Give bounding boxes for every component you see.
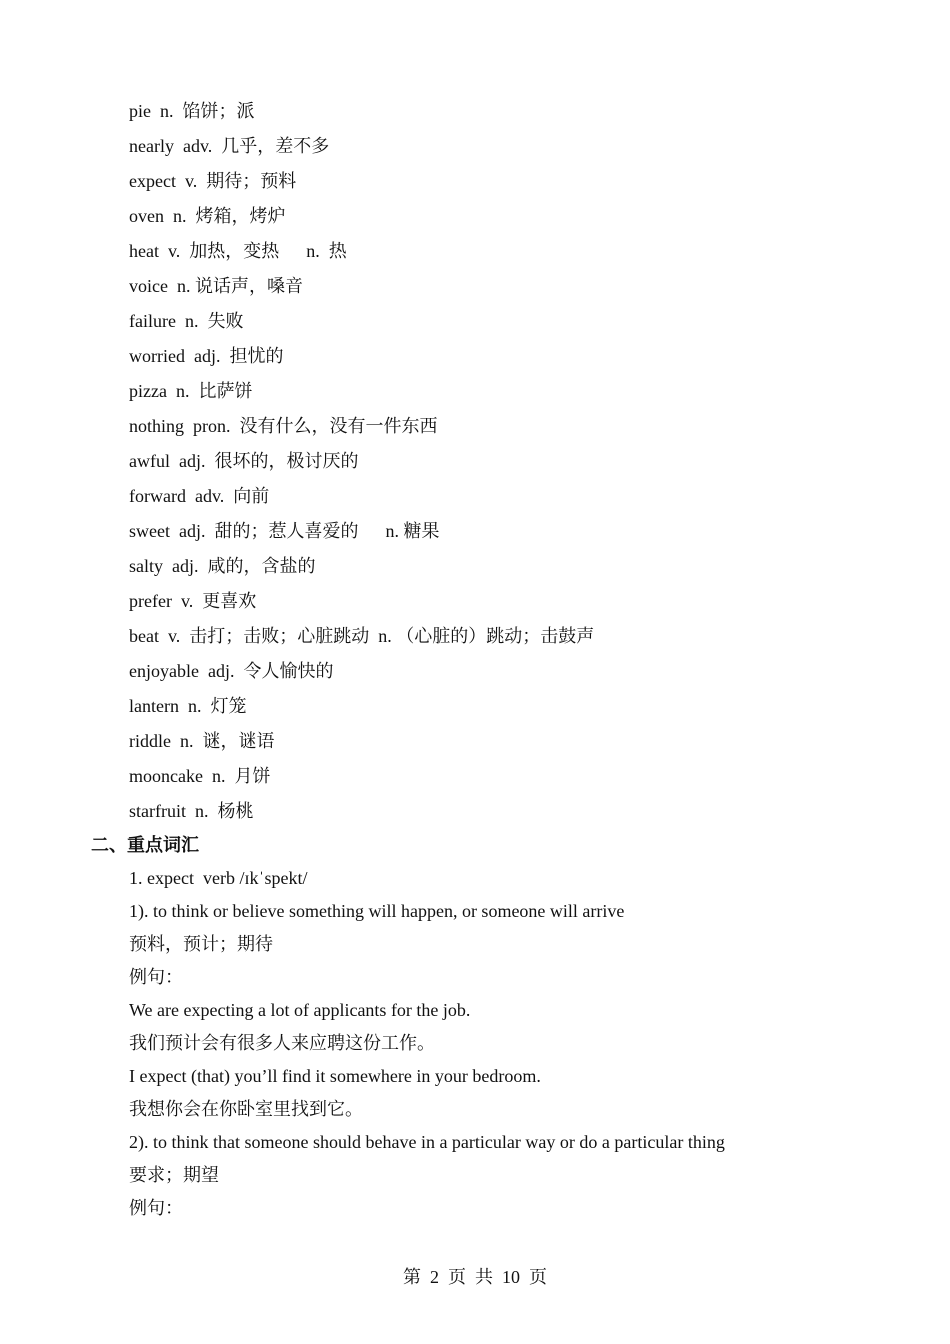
vocab-entry: pizza n. 比萨饼 bbox=[129, 381, 253, 401]
vocab-entry: heat v. 加热，变热 n. 热 bbox=[129, 241, 347, 261]
example-label: 例句： bbox=[129, 967, 183, 987]
page-number-footer: 第 2 页 共 10 页 bbox=[403, 1267, 547, 1287]
example-sentence-en: We are expecting a lot of applicants for the job. bbox=[129, 1000, 471, 1020]
vocab-entry: worried adj. 担忧的 bbox=[129, 346, 284, 366]
vocab-entry: mooncake n. 月饼 bbox=[129, 766, 271, 786]
vocab-entry: awful adj. 很坏的，极讨厌的 bbox=[129, 451, 359, 471]
section-heading: 二、重点词汇 bbox=[91, 835, 199, 856]
vocab-entry: riddle n. 谜，谜语 bbox=[129, 731, 275, 751]
vocab-entry: nearly adv. 几乎，差不多 bbox=[129, 136, 330, 156]
vocab-entry: lantern n. 灯笼 bbox=[129, 696, 247, 716]
vocab-entry: beat v. 击打；击败；心脏跳动 n. （心脏的）跳动；击鼓声 bbox=[129, 626, 595, 646]
vocab-entry: pie n. 馅饼；派 bbox=[129, 101, 255, 121]
vocab-entry: prefer v. 更喜欢 bbox=[129, 591, 257, 611]
definition-en: 2). to think that someone should behave in a particular way or do a particular thing bbox=[129, 1132, 725, 1152]
definition-zh: 要求；期望 bbox=[129, 1165, 219, 1185]
vocab-entry: oven n. 烤箱，烤炉 bbox=[129, 206, 286, 226]
example-label: 例句： bbox=[129, 1198, 183, 1218]
vocab-entry: sweet adj. 甜的；惹人喜爱的 n. 糖果 bbox=[129, 521, 440, 541]
example-sentence-zh: 我想你会在你卧室里找到它。 bbox=[129, 1099, 363, 1119]
word-heading: 1. expect verb /ɪkˈspekt/ bbox=[129, 868, 308, 888]
definition-zh: 预料，预计；期待 bbox=[129, 934, 273, 954]
key-vocabulary-detail bbox=[129, 864, 725, 1227]
vocab-entry: nothing pron. 没有什么，没有一件东西 bbox=[129, 416, 438, 436]
vocab-entry: salty adj. 咸的，含盐的 bbox=[129, 556, 316, 576]
vocab-entry: failure n. 失败 bbox=[129, 311, 244, 331]
vocab-entry: expect v. 期待；预料 bbox=[129, 171, 297, 191]
vocabulary-list bbox=[129, 97, 594, 832]
definition-en: 1). to think or believe something will happen, or someone will arrive bbox=[129, 901, 625, 921]
vocab-entry: voice n. 说话声，嗓音 bbox=[129, 276, 303, 296]
example-sentence-en: I expect (that) you’ll find it somewhere in your bedroom. bbox=[129, 1066, 541, 1086]
example-sentence-zh: 我们预计会有很多人来应聘这份工作。 bbox=[129, 1033, 435, 1053]
vocab-entry: starfruit n. 杨桃 bbox=[129, 801, 254, 821]
vocab-entry: forward adv. 向前 bbox=[129, 486, 270, 506]
vocab-entry: enjoyable adj. 令人愉快的 bbox=[129, 661, 334, 681]
